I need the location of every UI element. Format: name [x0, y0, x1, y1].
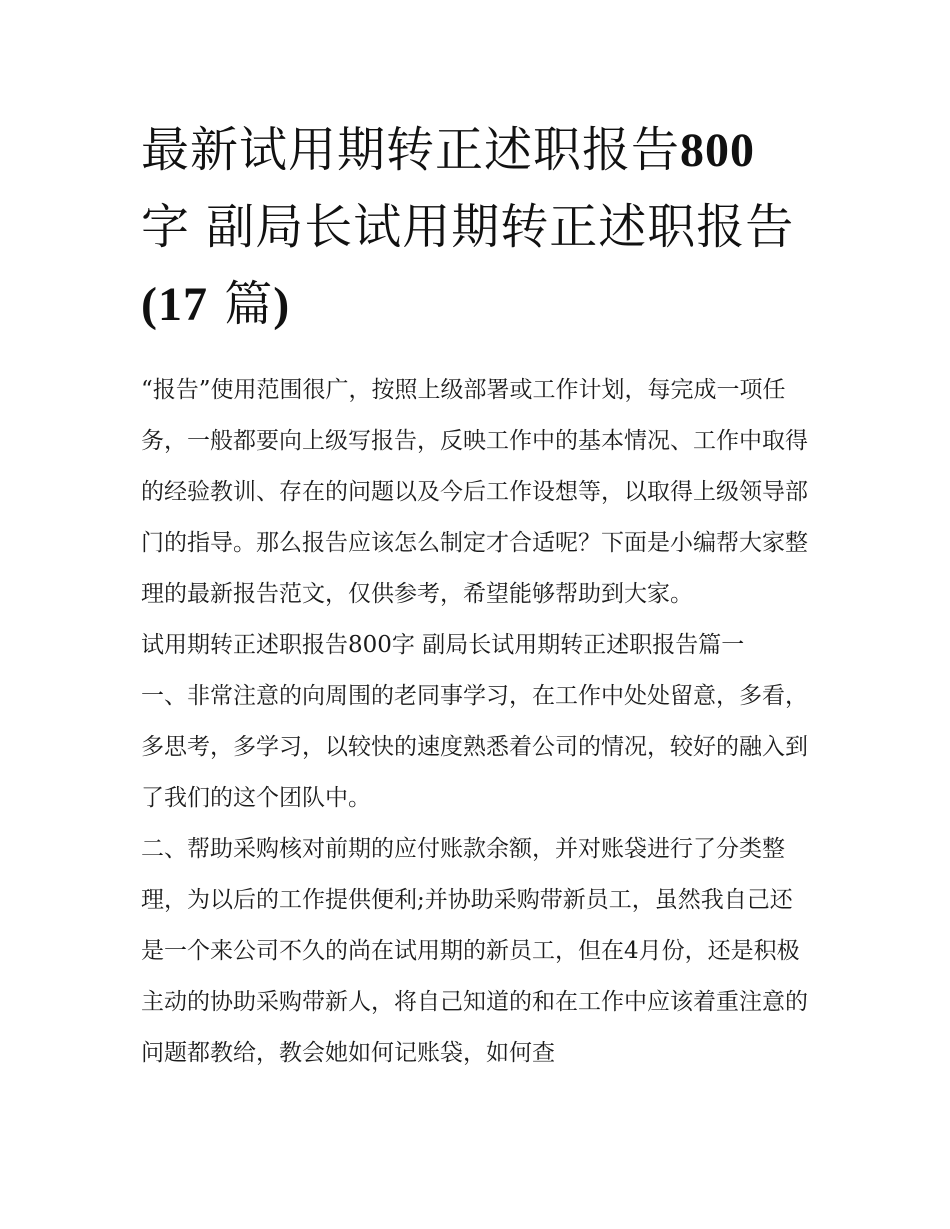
paragraph-point-one: 一、非常注意的向周围的老同事学习，在工作中处处留意，多看，多思考，多学习，以较快的速度熟悉着公司的情况，较好的融入到了我们的这个团队中。 — [141, 683, 808, 811]
paragraph-point-two: 二、帮助采购核对前期的应付账款余额，并对账袋进行了分类整理，为以后的工作提供便利;并协助采购带新员工，虽然我自己还是一个来公司不久的尚在试用期的新员工，但在4月份，还是积极主动的协助采购带新人，将自己知道的和在工作中应该着重注意的问题都教给，教会她如何记账袋，如何查 — [141, 836, 808, 1066]
document-title — [141, 112, 812, 343]
title-part-3: 字 副局长试用期转正述职报告 — [141, 199, 795, 255]
title-part-2: 800 — [680, 124, 756, 177]
paragraph-section-heading: 试用期转正述职报告800字 副局长试用期转正述职报告篇一 — [141, 632, 745, 658]
title-part-4: (17 — [141, 278, 208, 331]
title-part-5: 篇 — [224, 276, 274, 332]
paragraph-intro: “报告”使用范围很广，按照上级部署或工作计划，每完成一项任务，一般都要向上级写报告，反映工作中的基本情况、工作中取得的经验教训、存在的问题以及今后工作设想等，以取得上级领导部门的指导。那么报告应该怎么制定才合适呢？下面是小编帮大家整理的最新报告范文，仅供参考，希望能够帮助到大家。 — [141, 377, 808, 607]
document-body — [141, 365, 812, 1079]
title-part-1: 最新试用期转正述职报告 — [141, 122, 681, 178]
title-part-6: ) — [273, 278, 291, 331]
